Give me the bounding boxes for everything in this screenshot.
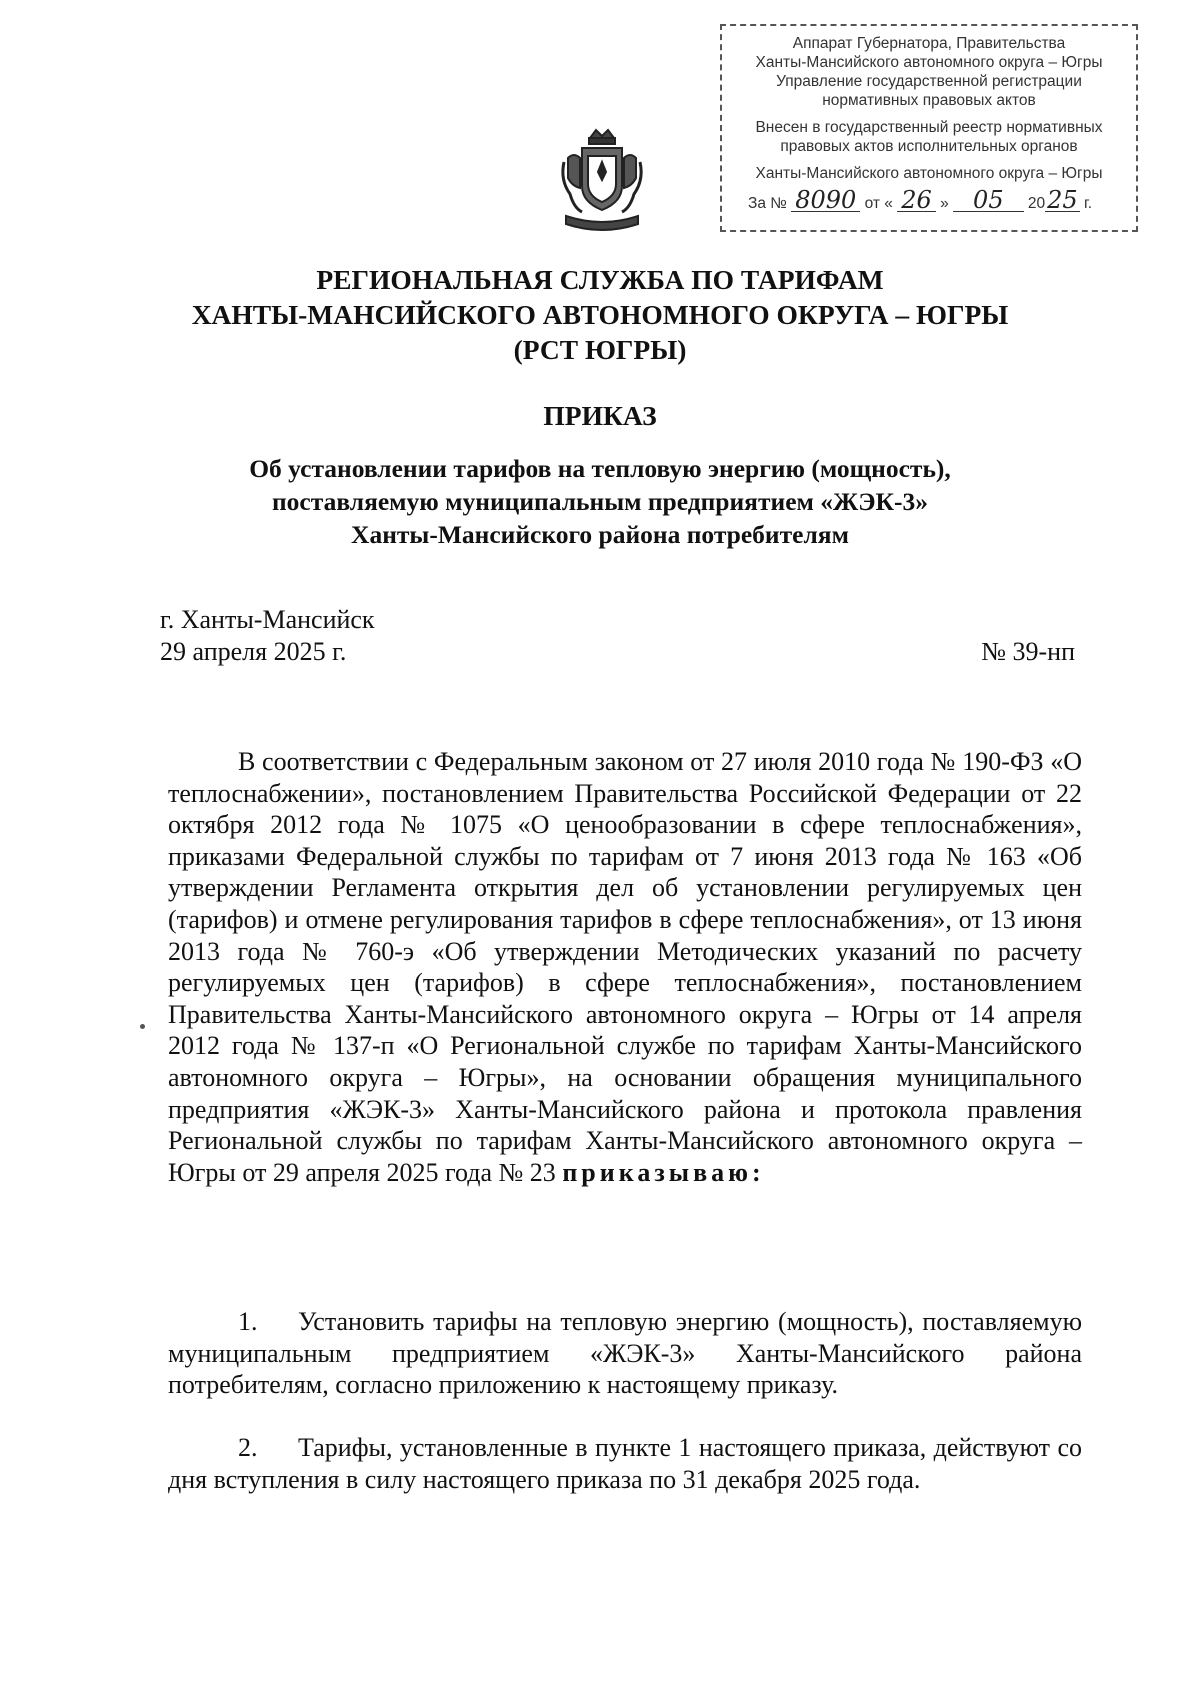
order-item-1 [168, 1306, 1082, 1401]
organization-title [100, 262, 1100, 367]
item-number: 2. [238, 1433, 258, 1462]
stamp-reg-prefix: За № [748, 195, 787, 212]
item-number: 1. [238, 1307, 258, 1336]
stamp-line: Ханты-Мансийского автономного округа – Югры [755, 165, 1103, 182]
stamp-reg-year-prefix: 20 [1027, 195, 1046, 212]
order-item-2 [168, 1432, 1082, 1495]
stamp-reg-year: 25 [1047, 186, 1078, 214]
document-number: № 39-нп [981, 637, 1075, 666]
stamp-line: правовых актов исполнительных органов [780, 138, 1078, 155]
org-title-line: (РСТ ЮГРЫ) [513, 334, 687, 365]
stamp-reg-number: 8090 [791, 189, 860, 212]
preamble-paragraph [168, 746, 1082, 1188]
stamp-reg-suffix: г. [1084, 195, 1093, 212]
stamp-reg-from: от « [864, 195, 893, 212]
subject-line: Об установлении тарифов на тепловую энергию (мощность), [249, 454, 951, 483]
subject-line: поставляемую муниципальным предприятием «ЖЭК-3» [271, 487, 928, 516]
stamp-line: Управление государственной регистрации [776, 73, 1082, 90]
document-date: 29 апреля 2025 г. [160, 637, 347, 666]
stamp-reg-mid: » [940, 195, 949, 212]
document-subject [100, 452, 1100, 551]
stamp-registration-line [728, 186, 1130, 214]
stamp-reg-day: 26 [897, 189, 936, 212]
preamble-text: В соответствии с Федеральным законом от 27 июля 2010 года № 190-ФЗ «О теплоснабжении», постановлением Правительства Российской Федерации от 22 октября 2012 года № 1075 «О ценообразовании в сфере теплоснабжения», приказами Федеральной службы по тарифам от 7 июня 2013 года № 163 «Об утверждении Регламента открытия дел об установлении регулируемых цен (тарифов) и отмене регулирования тарифов в сфере теплоснабжения», от 13 июня 2013 года № 760-э «Об утверждении Методических указаний по расчету регулируемых цен (тарифов) в сфере теплоснабжения», постановлением Правительства Ханты-Мансийского автономного округа – Югры от 14 апреля 2012 года № 137-п «О Региональной службе по тарифам Ханты-Мансийского автономного округа – Югры», на основании обращения муниципального предприятия «ЖЭК-3» Ханты-Мансийского района и протокола правления Региональной службы по тарифам Ханты-Мансийского автономного округа – Югры от 29 апреля 2025 года № 23 [168, 747, 1082, 1187]
document-place: г. Ханты-Мансийск [160, 605, 375, 634]
coat-of-arms-icon [556, 128, 648, 238]
stamp-line: Аппарат Губернатора, Правительства [792, 35, 1066, 52]
margin-dot [140, 1024, 145, 1029]
org-title-line: ХАНТЫ-МАНСИЙСКОГО АВТОНОМНОГО ОКРУГА – ЮГРЫ [191, 299, 1009, 330]
stamp-line: Внесен в государственный реестр нормативных [755, 119, 1103, 136]
org-title-line: РЕГИОНАЛЬНАЯ СЛУЖБА ПО ТАРИФАМ [316, 264, 884, 295]
stamp-line: нормативных правовых актов [822, 92, 1036, 109]
stamp-reg-month: 05 [953, 189, 1024, 212]
item-text: Тарифы, установленные в пункте 1 настоящего приказа, действуют со дня вступления в силу настоящего приказа по 31 декабря 2025 года. [168, 1433, 1082, 1494]
item-text: Установить тарифы на тепловую энергию (мощность), поставляемую муниципальным предприятием «ЖЭК-3» Ханты-Мансийского района потребителям, согласно приложению к настоящему приказу. [168, 1307, 1082, 1400]
stamp-line: Ханты-Мансийского автономного округа – Югры [755, 54, 1103, 71]
subject-line: Ханты-Мансийского района потребителям [351, 520, 849, 549]
registration-stamp [720, 24, 1138, 232]
order-word: приказываю: [562, 1157, 765, 1187]
document-type: ПРИКАЗ [543, 400, 657, 431]
